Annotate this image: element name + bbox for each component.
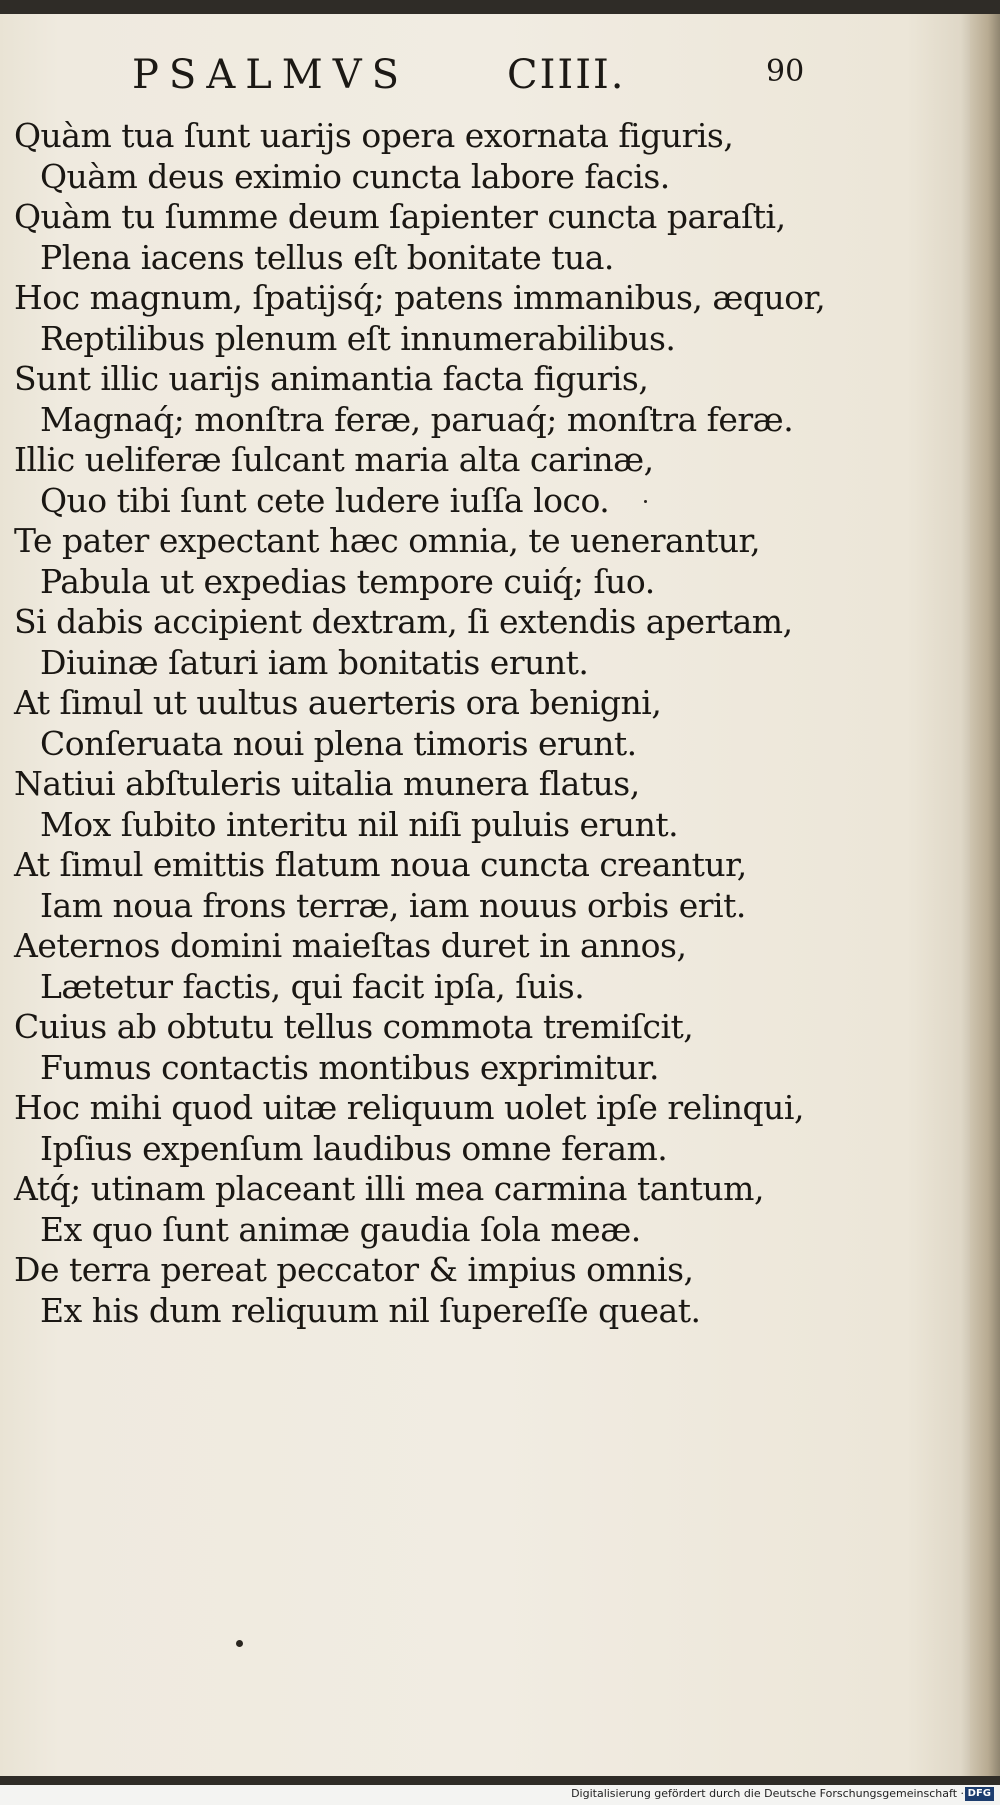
verse-line: Hoc mihi quod uitæ reliquum uolet ipſe relinqui, bbox=[14, 1088, 804, 1127]
dfg-logo: DFG bbox=[965, 1787, 994, 1801]
ink-speck bbox=[236, 1640, 243, 1647]
verse-line: Iam noua frons terræ, iam nouus orbis erit. bbox=[40, 885, 746, 925]
funding-credit: Digitalisierung gefördert durch die Deutsche Forschungsgemeinschaft · bbox=[571, 1787, 964, 1800]
page-edge bbox=[970, 14, 1000, 1776]
verse-line: Pabula ut expedias tempore cuiq́; ſuo. bbox=[40, 561, 655, 601]
folio-number: 90 bbox=[766, 54, 805, 89]
verse-line: Diuinæ ſaturi iam bonitatis erunt. bbox=[40, 642, 589, 682]
verse-line: Magnaq́; monſtra feræ, paruaq́; monſtra feræ. bbox=[40, 399, 794, 439]
verse-line: Quàm deus eximio cuncta labore facis. bbox=[40, 156, 670, 196]
verse-line: Atq́; utinam placeant illi mea carmina tantum, bbox=[14, 1169, 764, 1208]
ink-speck bbox=[644, 500, 647, 503]
verse-block bbox=[14, 116, 874, 1331]
verse-line: Quàm tua ſunt uarijs opera exornata figuris, bbox=[14, 116, 734, 155]
verse-line: Aeternos domini maieſtas duret in annos, bbox=[14, 926, 687, 965]
verse-line: Cuius ab obtutu tellus commota tremiſcit, bbox=[14, 1007, 694, 1046]
verse-line: At ſimul ut uultus auerteris ora benigni, bbox=[14, 683, 662, 722]
verse-line: Ex his dum reliquum nil ſupereſſe queat. bbox=[40, 1290, 701, 1330]
verse-line: Hoc magnum, ſpatijsq́; patens immanibus, æquor, bbox=[14, 278, 826, 317]
verse-line: Reptilibus plenum eſt innumerabilibus. bbox=[40, 318, 676, 358]
verse-line: Ipſius expenſum laudibus omne feram. bbox=[40, 1128, 668, 1168]
verse-line: Conſeruata noui plena timoris erunt. bbox=[40, 723, 637, 763]
verse-line: Te pater expectant hæc omnia, te uenerantur, bbox=[14, 521, 761, 560]
verse-line: At ſimul emittis flatum noua cuncta creantur, bbox=[14, 845, 747, 884]
verse-line: Plena iacens tellus eſt bonitate tua. bbox=[40, 237, 614, 277]
verse-line: De terra pereat peccator & impius omnis, bbox=[14, 1250, 694, 1289]
verse-line: Fumus contactis montibus exprimitur. bbox=[40, 1047, 660, 1087]
verse-line: Quàm tu ſumme deum ſapienter cuncta paraſti, bbox=[14, 197, 786, 236]
verse-line: Sunt illic uarijs animantia facta figuris, bbox=[14, 359, 649, 398]
verse-line: Quo tibi ſunt cete ludere iuſſa loco. bbox=[40, 480, 610, 520]
verse-line: Si dabis accipient dextram, ſi extendis apertam, bbox=[14, 602, 793, 641]
psalm-number: CIIII. bbox=[507, 52, 626, 98]
verse-line: Natiui abſtuleris uitalia munera flatus, bbox=[14, 764, 640, 803]
verse-line: Illic ueliferæ ſulcant maria alta carinæ, bbox=[14, 440, 654, 479]
verse-line: Lætetur factis, qui facit ipſa, ſuis. bbox=[40, 966, 585, 1006]
running-title: PSALMVS bbox=[132, 52, 410, 98]
verse-line: Ex quo ſunt animæ gaudia ſola meæ. bbox=[40, 1209, 641, 1249]
verse-line: Mox ſubito interitu nil niſi puluis erunt. bbox=[40, 804, 679, 844]
page-header bbox=[132, 52, 832, 102]
